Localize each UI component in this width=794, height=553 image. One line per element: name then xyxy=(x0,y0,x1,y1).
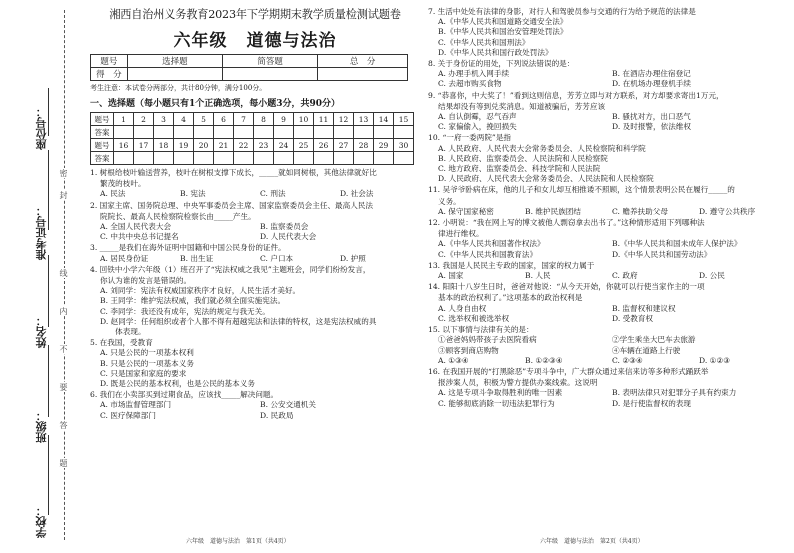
option-row xyxy=(428,346,786,356)
answer-cell[interactable] xyxy=(334,152,354,165)
option-text[interactable]: D. 人民政府、人民代表大会常务委员会、人民法院和人民检察院 xyxy=(438,174,654,184)
question-number-cell: 28 xyxy=(354,139,374,152)
option-text[interactable]: C. 选举权和被选举权 xyxy=(438,313,510,323)
option-row xyxy=(428,207,786,217)
seat-label: 座位号： xyxy=(35,106,48,150)
score-row-label: 得 分 xyxy=(91,68,128,81)
option-text[interactable]: D. 人民代表大会 xyxy=(260,232,317,242)
option-text[interactable]: D. 受教育权 xyxy=(612,313,654,323)
school-label: 学校： xyxy=(35,505,48,538)
score-header-cell: 简答题 xyxy=(223,55,318,68)
question-item xyxy=(428,59,786,90)
score-table xyxy=(90,54,408,81)
option-text[interactable]: D. 在机场办理登机手续 xyxy=(612,79,691,89)
answer-cell[interactable] xyxy=(214,126,234,139)
question-number-cell: 30 xyxy=(394,139,414,152)
option-text[interactable]: ②学生乘坐大巴车去旅游 xyxy=(612,335,696,345)
question-stem: 1. 树根给枝叶输送营养，枝叶在树根支撑下成长，_____就如同树根，其他法律就好比 xyxy=(90,168,377,177)
option-text[interactable]: B. 维护民族团结 xyxy=(525,206,581,216)
option-row xyxy=(428,356,786,366)
option-row xyxy=(428,304,786,314)
option-row xyxy=(428,239,786,249)
option-row xyxy=(90,411,420,421)
answer-row-label: 答案 xyxy=(91,152,114,165)
option-text[interactable]: B. 出生证 xyxy=(180,253,214,263)
question-item xyxy=(90,265,420,337)
option-text[interactable]: C. 家偏偷入，挽回损失 xyxy=(438,122,517,132)
question-number-cell: 2 xyxy=(134,113,154,126)
question-stem: 8. 关于身份证的用处，下列说法错误的是： xyxy=(428,59,575,69)
school-underline xyxy=(48,435,49,515)
option-text[interactable]: D. 公民 xyxy=(699,271,725,281)
answer-table xyxy=(90,112,414,165)
answer-table-row xyxy=(91,139,414,152)
answer-cell[interactable] xyxy=(254,152,274,165)
option-text[interactable]: D. 遵守公共秩序 xyxy=(699,206,756,216)
question-stem: 9. “恭喜你，中大奖了！”看到这则信息，芳芳立即与对方联系，对方却要求寄出1万元， xyxy=(428,90,724,100)
option-text[interactable]: A. 只是公民的一项基本权利 xyxy=(100,348,194,358)
option-row xyxy=(428,250,786,260)
option-row xyxy=(428,271,786,281)
option-text[interactable]: A. 保守国家秘密 xyxy=(438,206,494,216)
answer-cell[interactable] xyxy=(234,126,254,139)
answer-cell[interactable] xyxy=(314,152,334,165)
left-column xyxy=(90,4,420,421)
option-row xyxy=(428,38,786,48)
question-stem: 7. 生活中处处有法律的身影，对行人和驾驶员参与交通的行为给予规范的法律是 xyxy=(428,7,696,16)
option-text[interactable]: A. 居民身份证 xyxy=(100,253,149,263)
question-item xyxy=(428,218,786,260)
option-text[interactable]: A. 人身自由权 xyxy=(438,303,487,313)
option-text[interactable]: B. 在酒店办理住宿登记 xyxy=(612,69,691,79)
question-number-cell: 7 xyxy=(234,113,254,126)
question-stem: 5. 在我国，受教育 xyxy=(90,338,153,348)
grade-text: 六年级 xyxy=(173,31,228,51)
option-row xyxy=(428,112,786,122)
right-column xyxy=(428,6,786,409)
option-row xyxy=(428,154,786,164)
question-number-cell: 27 xyxy=(334,139,354,152)
option-text[interactable]: C. 去超市购买食物 xyxy=(438,79,502,89)
seal-char: 不 xyxy=(59,345,68,353)
option-text[interactable]: C. ②③④ xyxy=(612,355,643,365)
option-text[interactable]: C. 户口本 xyxy=(260,253,294,263)
question-item xyxy=(90,390,420,421)
question-stem: 4. 回铁中小学六年级（1）班召开了“宪法权威之我见”主题班会，同学们纷纷发言， xyxy=(90,264,371,274)
seal-char: 内 xyxy=(59,307,68,315)
option-text[interactable]: A. 刘同学：宪法有权威国家秩序才良好，人民生活才美好。 xyxy=(100,286,301,296)
option-text[interactable]: A. ①③④ xyxy=(438,355,469,365)
option-row xyxy=(90,369,420,379)
option-row xyxy=(428,335,786,345)
footer-page-right: 六年级 道德与法治 第2页（共4页） xyxy=(540,538,644,545)
question-stem: 10. “一府一委两院”是指 xyxy=(428,133,512,143)
subject-heading xyxy=(90,26,420,51)
option-row xyxy=(90,327,420,337)
question-stem: 义务。 xyxy=(438,196,461,206)
name-underline xyxy=(48,255,49,327)
question-number-cell: 20 xyxy=(194,139,214,152)
option-text[interactable]: A.《中华人民共和国道路交通安全法》 xyxy=(438,17,568,27)
answer-cell[interactable] xyxy=(174,152,194,165)
question-stem: 律进行维权。 xyxy=(438,229,484,239)
question-number-cell: 24 xyxy=(274,139,294,152)
score-input-cell[interactable] xyxy=(223,68,318,81)
answer-table-row xyxy=(91,126,414,139)
question-item xyxy=(90,338,420,389)
option-text[interactable]: C. 中共中央总书记提名 xyxy=(100,232,179,242)
seat-underline xyxy=(48,88,49,136)
question-number-cell: 6 xyxy=(214,113,234,126)
option-text[interactable]: B. 骚扰对方，出口恶气 xyxy=(612,112,691,122)
answer-cell[interactable] xyxy=(194,152,214,165)
option-text[interactable]: A. 国家 xyxy=(438,271,464,281)
question-stem: 繁茂的枝叶。 xyxy=(100,179,146,189)
question-number-cell: 3 xyxy=(154,113,174,126)
question-item xyxy=(90,201,420,243)
question-item xyxy=(428,261,786,281)
question-number-cell: 26 xyxy=(314,139,334,152)
exam-note: 考生注意：本试卷分两部分，共计80分钟，满分100分。 xyxy=(90,84,267,92)
option-row xyxy=(90,296,420,306)
option-row xyxy=(90,317,420,327)
question-number-cell: 8 xyxy=(254,113,274,126)
answer-cell[interactable] xyxy=(294,152,314,165)
option-text[interactable]: C. 只是国家和家庭的要求 xyxy=(100,368,187,378)
option-text[interactable]: D. 民政局 xyxy=(260,410,294,420)
question-item xyxy=(90,168,420,200)
option-text[interactable]: D. 既是公民的基本权利，也是公民的基本义务 xyxy=(100,379,255,389)
seal-char: 线 xyxy=(59,269,68,277)
score-input-cell[interactable] xyxy=(127,68,222,81)
question-number-cell: 13 xyxy=(354,113,374,126)
option-text[interactable]: A. 人民政府、人民代表大会常务委员会、人民检察院和科学院 xyxy=(438,143,646,153)
question-item xyxy=(428,325,786,366)
question-stem: 院院长、最高人民检察院检察长由_____产生。 xyxy=(100,211,256,221)
option-text[interactable]: D. 赵同学：任何组织或者个人都不得有超越宪法和法律的特权，这是宪法权威的具 xyxy=(100,316,377,326)
option-row xyxy=(428,122,786,132)
question-number-cell: 25 xyxy=(294,139,314,152)
seal-char: 题 xyxy=(59,459,68,467)
option-text[interactable]: C. 地方政府、监察委员会、科技学院和人民法院 xyxy=(438,164,601,174)
seal-char: 答 xyxy=(59,421,68,429)
question-number-cell: 11 xyxy=(314,113,334,126)
option-row xyxy=(428,27,786,37)
question-stem: 报涉案人员，积极为警方提供办案线索。这说明 xyxy=(438,378,598,388)
question-number-cell: 5 xyxy=(194,113,214,126)
exam-number-label: 准考证号： xyxy=(35,205,48,260)
answer-table-row xyxy=(91,113,414,126)
option-row xyxy=(90,189,420,199)
answer-cell[interactable] xyxy=(154,126,174,139)
question-number-cell: 15 xyxy=(394,113,414,126)
option-row xyxy=(428,17,786,27)
answer-cell[interactable] xyxy=(154,152,174,165)
option-row xyxy=(428,174,786,184)
answer-cell[interactable] xyxy=(134,126,154,139)
exam-number-underline xyxy=(48,150,49,230)
question-item xyxy=(428,367,786,409)
question-stem: 13. 我国是人民民主专政的国家，国家的权力属于 xyxy=(428,260,595,270)
answer-cell[interactable] xyxy=(234,152,254,165)
question-number-cell: 17 xyxy=(134,139,154,152)
section-heading: 一、选择题（每小题只有1个正确选项，每小题3分，共90分） xyxy=(90,99,341,109)
option-text[interactable]: C. 医疗保障部门 xyxy=(100,410,156,420)
binding-margin xyxy=(0,0,84,553)
answer-cell[interactable] xyxy=(274,126,294,139)
left-questions xyxy=(90,168,420,421)
option-text[interactable]: C. 政府 xyxy=(612,271,638,281)
answer-cell[interactable] xyxy=(114,152,134,165)
question-number-cell: 10 xyxy=(294,113,314,126)
question-stem: 你认为谁的发言是错误的。 xyxy=(100,276,192,286)
right-questions xyxy=(428,7,786,409)
question-stem: 3. _____是我们在海外证明中国籍和中国公民身份的证件。 xyxy=(90,243,286,253)
option-row xyxy=(428,79,786,89)
option-text[interactable]: B. 宪法 xyxy=(180,189,206,199)
option-text[interactable]: C. 赡养扶助父母 xyxy=(612,206,668,216)
question-number-cell: 1 xyxy=(114,113,134,126)
question-item xyxy=(428,133,786,184)
question-stem: 结果却没有等到兑奖消息。知道被骗后，芳芳应该 xyxy=(438,101,606,111)
question-number-cell: 9 xyxy=(274,113,294,126)
seal-char: 密 xyxy=(59,169,68,177)
option-text[interactable]: B.《中华人民共和国未成年人保护法》 xyxy=(612,239,742,249)
option-text[interactable]: B. 监督权和建议权 xyxy=(612,303,676,313)
option-row xyxy=(90,286,420,296)
option-text[interactable]: D. 是行使监督权的表现 xyxy=(612,398,691,408)
option-row xyxy=(90,400,420,410)
option-text[interactable]: D.《中华人民共和国行政处罚法》 xyxy=(438,47,553,57)
option-row xyxy=(90,348,420,358)
question-item xyxy=(428,282,786,324)
option-text[interactable]: 体表现。 xyxy=(100,327,146,337)
option-text[interactable]: B. 人民政府、监察委员会、人民法院和人民检察院 xyxy=(438,153,608,163)
answer-cell[interactable] xyxy=(314,126,334,139)
option-text[interactable]: A.《中华人民共和国著作权法》 xyxy=(438,239,545,249)
answer-cell[interactable] xyxy=(394,126,414,139)
answer-cell[interactable] xyxy=(114,126,134,139)
option-text[interactable]: D.《中华人民共和国劳动法》 xyxy=(612,249,712,259)
option-text[interactable]: D. 护照 xyxy=(340,253,366,263)
question-item xyxy=(90,243,420,263)
option-text[interactable]: A. 全国人民代表大会 xyxy=(100,222,172,232)
option-text[interactable]: C. 能够彻底消除一切违法犯罪行为 xyxy=(438,398,555,408)
answer-cell[interactable] xyxy=(354,126,374,139)
question-number-cell: 14 xyxy=(374,113,394,126)
question-stem: 15. 以下事情与法律有关的是： xyxy=(428,325,534,335)
question-stem: 11. 吴爷爷卧病在床，他的儿子和女儿却互相推诿不照顾，这个情景表明公民在履行_____的 xyxy=(428,185,735,195)
option-text[interactable]: C.《中华人民共和国刑法》 xyxy=(438,37,530,47)
answer-cell[interactable] xyxy=(194,126,214,139)
option-text[interactable]: D. 社会法 xyxy=(340,189,374,199)
answer-cell[interactable] xyxy=(254,126,274,139)
option-row xyxy=(428,144,786,154)
question-stem: 16. 在我国开展的“打黑除恶”专项斗争中，广大群众通过来信来访等多种形式踊跃举 xyxy=(428,366,709,376)
class-underline xyxy=(48,345,49,417)
answer-cell[interactable] xyxy=(174,126,194,139)
question-number-cell: 23 xyxy=(254,139,274,152)
option-text[interactable]: B. 公安交通机关 xyxy=(260,400,316,410)
option-text[interactable]: ③顾客到商店购物 xyxy=(438,345,499,355)
answer-row-label: 题号 xyxy=(91,139,114,152)
answer-cell[interactable] xyxy=(334,126,354,139)
seal-char: 要 xyxy=(59,383,68,391)
option-text[interactable]: ④车辆在道路上行驶 xyxy=(612,345,681,355)
footer-page-left: 六年级 道德与法治 第1页（共4页） xyxy=(186,538,290,545)
option-row xyxy=(428,388,786,398)
answer-cell[interactable] xyxy=(374,152,394,165)
answer-cell[interactable] xyxy=(134,152,154,165)
answer-cell[interactable] xyxy=(354,152,374,165)
option-text[interactable]: B. 只是公民的一项基本义务 xyxy=(100,358,194,368)
option-row xyxy=(90,222,420,232)
question-number-cell: 19 xyxy=(174,139,194,152)
question-item xyxy=(428,185,786,217)
question-item xyxy=(428,91,786,133)
option-text[interactable]: A. 市场监督管理部门 xyxy=(100,400,172,410)
question-stem: 2. 国家主席、国务院总理、中央军事委员会主席、国家监察委员会主任、最高人民法 xyxy=(90,200,374,210)
option-row xyxy=(428,69,786,79)
option-text[interactable]: A. 这是专项斗争取得胜利的唯一因素 xyxy=(438,388,563,398)
option-row xyxy=(428,164,786,174)
question-stem: 12. 小明说：“我在网上写的博文被他人剽窃拿去出书了。”这种情形适用下列哪种法 xyxy=(428,218,705,228)
answer-table-row xyxy=(91,152,414,165)
option-row xyxy=(90,307,420,317)
option-text[interactable]: B.《中华人民共和国治安管理处罚法》 xyxy=(438,27,568,37)
option-text[interactable]: C. 刑法 xyxy=(260,189,286,199)
question-number-cell: 21 xyxy=(214,139,234,152)
option-text[interactable]: C. 李同学：我还没有成年，宪法的规定与我无关。 xyxy=(100,306,270,316)
option-text[interactable]: B. 表明法律只对犯罪分子具有约束力 xyxy=(612,388,737,398)
answer-row-label: 题号 xyxy=(91,113,114,126)
option-text[interactable]: ①爸爸妈妈带孩子去医院看病 xyxy=(438,335,537,345)
score-header-cell: 总 分 xyxy=(318,55,408,68)
question-number-cell: 4 xyxy=(174,113,194,126)
option-row xyxy=(90,254,420,264)
seal-char: 封 xyxy=(59,191,68,199)
option-row xyxy=(90,232,420,242)
answer-row-label: 答案 xyxy=(91,126,114,139)
class-label: 班级： xyxy=(35,410,48,443)
option-row xyxy=(90,359,420,369)
option-row xyxy=(428,399,786,409)
option-text[interactable]: C.《中华人民共和国教育法》 xyxy=(438,249,538,259)
option-row xyxy=(428,48,786,58)
option-text[interactable]: B. 监察委员会 xyxy=(260,222,309,232)
option-row xyxy=(428,314,786,324)
option-text[interactable]: B. 王同学：维护宪法权威，我们就必须全面实施宪法。 xyxy=(100,296,286,306)
answer-cell[interactable] xyxy=(294,126,314,139)
option-text[interactable]: A. 办理手机入网手续 xyxy=(438,69,510,79)
answer-cell[interactable] xyxy=(214,152,234,165)
option-text[interactable]: B. 人民 xyxy=(525,271,551,281)
question-item xyxy=(428,7,786,58)
score-header-cell: 题号 xyxy=(91,55,128,68)
option-text[interactable]: D. 及时报警，依法维权 xyxy=(612,122,691,132)
option-text[interactable]: B. ①②③④ xyxy=(525,355,563,365)
subject-text: 道德与法治 xyxy=(246,31,337,51)
score-header-cell: 选择题 xyxy=(127,55,222,68)
name-label: 姓名： xyxy=(35,315,48,348)
answer-cell[interactable] xyxy=(394,152,414,165)
option-text[interactable]: A. 民法 xyxy=(100,189,126,199)
question-stem: 6. 我们在小卖部买到过期食品，应该找_____解决问题。 xyxy=(90,390,279,400)
question-stem: 14. 阳阳十八岁生日时，爸爸对他说：“从今天开始，你就可以行使当家作主的一项 xyxy=(428,282,705,292)
option-text[interactable]: A. 自认倒霉，忍气吞声 xyxy=(438,112,517,122)
option-text[interactable]: D. ①②③ xyxy=(699,355,731,365)
answer-cell[interactable] xyxy=(274,152,294,165)
score-input-cell[interactable] xyxy=(318,68,408,81)
exam-title: 湘西自治州义务教育2023年下学期期末教学质量检测试题卷 xyxy=(109,8,401,21)
answer-cell[interactable] xyxy=(374,126,394,139)
question-number-cell: 18 xyxy=(154,139,174,152)
question-number-cell: 29 xyxy=(374,139,394,152)
question-number-cell: 12 xyxy=(334,113,354,126)
question-number-cell: 22 xyxy=(234,139,254,152)
question-stem: 基本的政治权利了。”这项基本的政治权利是 xyxy=(438,293,583,303)
option-row xyxy=(90,379,420,389)
question-number-cell: 16 xyxy=(114,139,134,152)
